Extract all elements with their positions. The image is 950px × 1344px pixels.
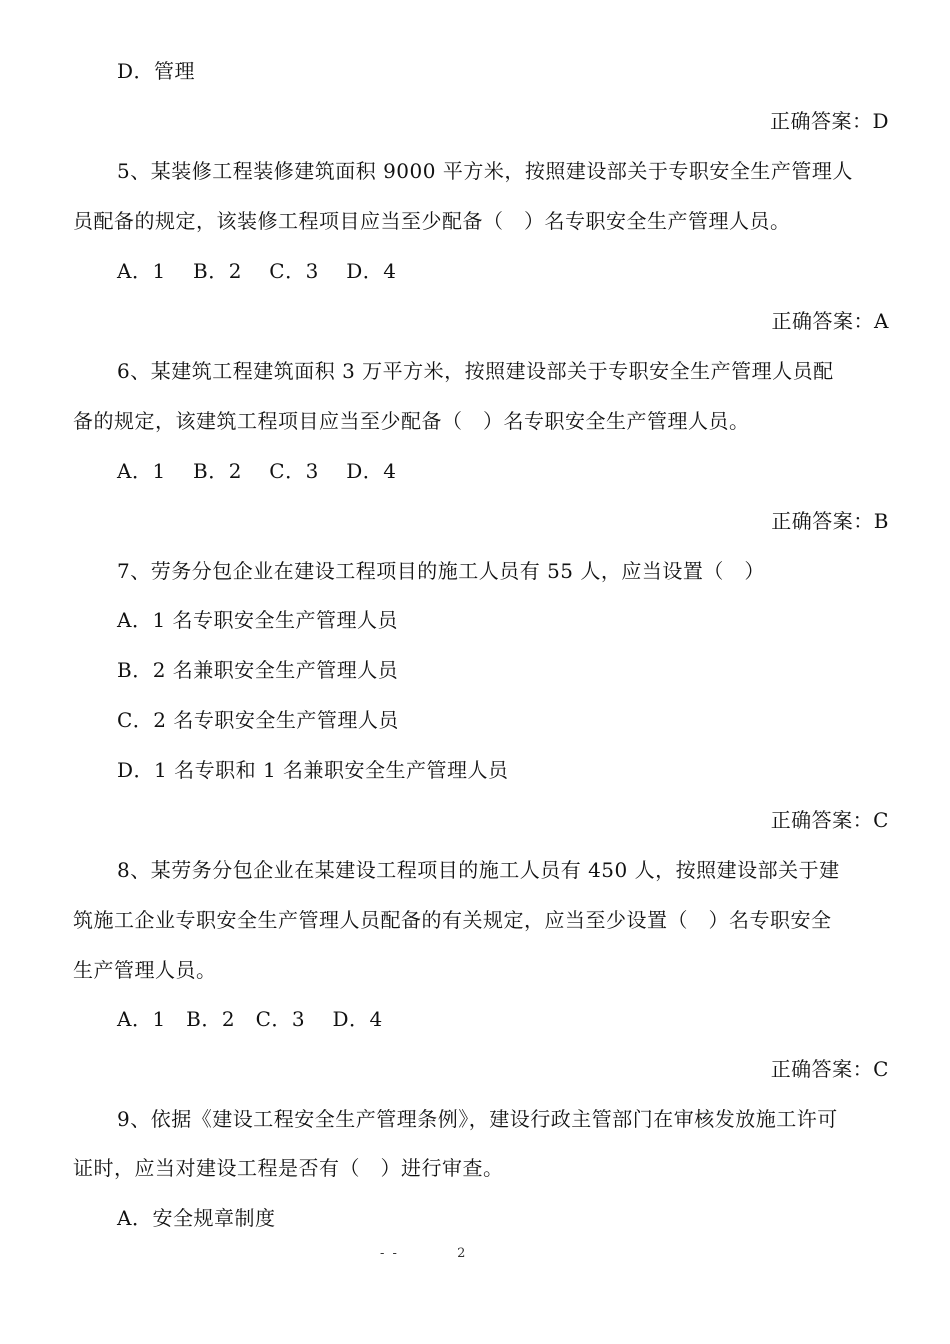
question-8-line-3: 生产管理人员。: [73, 958, 217, 982]
question-7: 7、劳务分包企业在建设工程项目的施工人员有 55 人，应当设置（ ）: [117, 559, 765, 583]
option-b-q7: B．2 名兼职安全生产管理人员: [117, 658, 399, 682]
option-a-q7: A．1 名专职安全生产管理人员: [117, 608, 399, 632]
question-9-line-2: 证时，应当对建设工程是否有（ ）进行审查。: [73, 1156, 504, 1180]
options-q6: A．1 B．2 C．3 D．4: [117, 459, 397, 483]
answer-q8: 正确答案：C: [770, 1057, 889, 1081]
option-d-q7: D．1 名专职和 1 名兼职安全生产管理人员: [117, 758, 509, 782]
question-8-line-1: 8、某劳务分包企业在某建设工程项目的施工人员有 450 人，按照建设部关于建: [117, 858, 840, 882]
question-6-line-2: 备的规定，该建筑工程项目应当至少配备（ ）名专职安全生产管理人员。: [73, 409, 750, 433]
footer-dashes: - -: [380, 1246, 399, 1261]
answer-q6: 正确答案：B: [771, 509, 889, 533]
answer-q5: 正确答案：A: [771, 309, 889, 333]
option-c-q7: C．2 名专职安全生产管理人员: [117, 708, 399, 732]
option-a-q9: A．安全规章制度: [117, 1206, 276, 1230]
options-q8: A．1 B．2 C．3 D．4: [117, 1007, 383, 1031]
answer-q4: 正确答案：D: [769, 109, 889, 133]
page-number: 2: [457, 1246, 468, 1261]
option-d-q4: D．管理: [117, 59, 196, 83]
question-5-line-2: 员配备的规定，该装修工程项目应当至少配备（ ）名专职安全生产管理人员。: [73, 209, 791, 233]
question-5-line-1: 5、某装修工程装修建筑面积 9000 平方米，按照建设部关于专职安全生产管理人: [117, 159, 853, 183]
question-6-line-1: 6、某建筑工程建筑面积 3 万平方米，按照建设部关于专职安全生产管理人员配: [117, 359, 834, 383]
answer-q7: 正确答案：C: [770, 808, 889, 832]
options-q5: A．1 B．2 C．3 D．4: [117, 259, 397, 283]
question-9-line-1: 9、依据《建设工程安全生产管理条例》，建设行政主管部门在审核发放施工许可: [117, 1107, 838, 1131]
page-footer: [380, 1246, 467, 1261]
question-8-line-2: 筑施工企业专职安全生产管理人员配备的有关规定，应当至少设置（ ）名专职安全: [73, 908, 832, 932]
